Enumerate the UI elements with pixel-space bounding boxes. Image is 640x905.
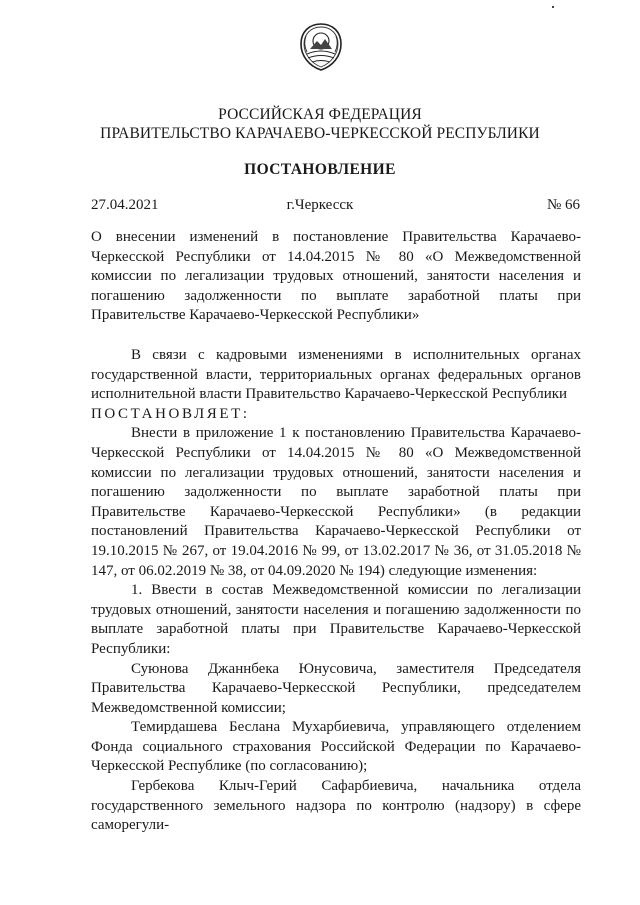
resolves-keyword: ПОСТАНОВЛЯЕТ: — [91, 405, 250, 422]
government-heading: ПРАВИТЕЛЬСТВО КАРАЧАЕВО-ЧЕРКЕССКОЙ РЕСПУБЛИКИ — [100, 125, 540, 142]
document-body — [91, 346, 581, 836]
document-subject — [91, 228, 581, 326]
preamble-paragraph: В связи с кадровыми изменениями в исполнительных органах государственной власти, территориальных органах федеральных органов исполнительной власти Правительство Карачаево-Черкесской Республики — [91, 347, 581, 403]
scan-speck — [552, 6, 554, 8]
coat-of-arms-emblem — [296, 22, 346, 72]
subject-text: О внесении изменений в постановление Правительства Карачаево-Черкесской Республики от 14.04.2015 № 80 «О Межведомственной комиссии по легализации трудовых отношений, занятости населения и погашению задолженности по выплате заработной платы при Правительстве Карачаево-Черкесской Республики» — [91, 229, 581, 324]
member-paragraph-2: Темирдашева Беслана Мухарбиевича, управляющего отделением Фонда социального страхования Российской Федерации по Карачаево-Черкесской Республике (по согласованию); — [91, 719, 581, 775]
country-heading: РОССИЙСКАЯ ФЕДЕРАЦИЯ — [218, 106, 422, 123]
document-number: № 66 — [546, 197, 580, 213]
document-date: 27.04.2021 — [91, 197, 159, 213]
document-type-title: ПОСТАНОВЛЕНИЕ — [244, 161, 396, 178]
intro-paragraph: Внести в приложение 1 к постановлению Правительства Карачаево-Черкесской Республики от 14.04.2015 № 80 «О Межведомственной комиссии по легализации трудовых отношений, занятости населения и погашению задолженности по выплате заработной платы при Правительстве Карачаево-Черкесской Республики» (в редакции постановлений Правительства Карачаево-Черкесской Республики от 19.10.2015 № 267, от 19.04.2016 № 99, от 13.02.2017 № 36, от 31.05.2018 № 147, от 06.02.2019 № 38, от 04.09.2020 № 194) следующие изменения: — [91, 425, 581, 579]
member-paragraph-1: Суюнова Джаннбека Юнусовича, заместителя Председателя Правительства Карачаево-Черкесской Республики, председателем Межведомственной комиссии; — [91, 660, 581, 716]
document-city: г.Черкесск — [286, 197, 354, 213]
member-paragraph-3: Гербекова Клыч-Герий Сафарбиевича, начальника отдела государственного земельного надзора по контролю (надзору) в сфере саморегули- — [91, 778, 581, 834]
item-1-paragraph: 1. Ввести в состав Межведомственной комиссии по легализации трудовых отношений, занятости населения и погашению задолженности по выплате заработной платы при Правительстве Карачаево-Черкесской Республики: — [91, 582, 581, 657]
